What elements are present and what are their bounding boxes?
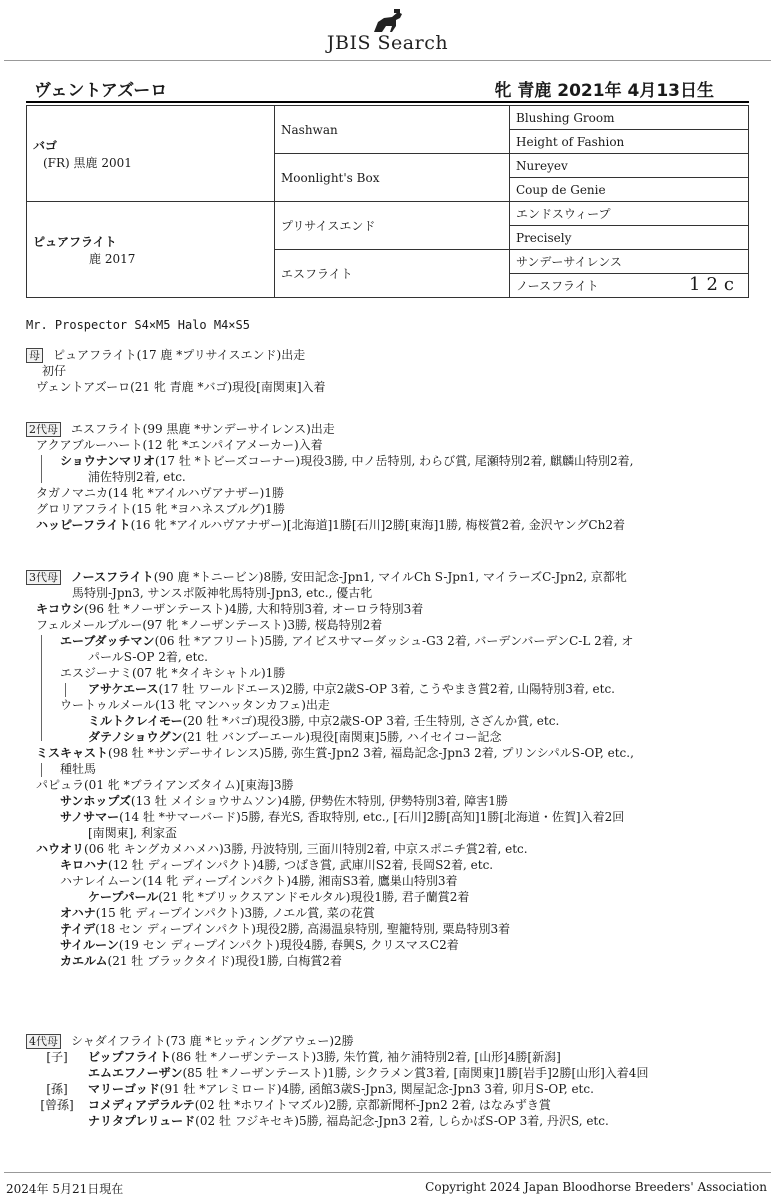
gen3-cell[interactable]: Nureyev bbox=[510, 154, 749, 178]
list-item: パピュラ(01 牝 *ブライアンズタイム)[東海]3勝 bbox=[36, 778, 294, 792]
list-item: ウートゥルメール(13 牝 マンハッタンカフェ)出走 bbox=[60, 698, 330, 712]
horse-link[interactable]: ダテノショウグン bbox=[88, 730, 183, 744]
sire-details: (FR) 黒鹿 2001 bbox=[43, 155, 132, 170]
list-item: エスフライト(99 黒鹿 *サンデーサイレンス)出走 bbox=[71, 422, 335, 436]
list-item: 種牡馬 bbox=[60, 762, 97, 776]
horse-link[interactable]: エーブダッチマン bbox=[60, 634, 155, 648]
horse-link[interactable]: ナリタプレリュード bbox=[88, 1114, 196, 1128]
list-item: (96 牡 *ノーザンテースト)4勝, 大和特別3着, オーロラ特別3着 bbox=[84, 602, 424, 616]
list-item: (17 牡 *トビーズコーナー)現役3勝, 中ノ岳特別, わらび賞, 尾瀬特別2着, 麒麟山特別2着, bbox=[155, 454, 634, 468]
footer-divider bbox=[4, 1172, 771, 1173]
horse-link[interactable]: オハナ bbox=[60, 906, 96, 920]
section-tag: 3代母 bbox=[26, 570, 61, 585]
horse-link[interactable]: コメディアデラルテ bbox=[88, 1098, 195, 1112]
list-item: (90 鹿 *トニービン)8勝, 安田記念-Jpn1, マイルCh S-Jpn1, マイラーズC-Jpn2, 京都牝 bbox=[153, 570, 627, 584]
horse-link[interactable]: ノースフライト bbox=[71, 570, 154, 584]
list-item: (13 牡 メイショウサムソン)4勝, 伊勢佐木特別, 伊勢特別3着, 障害1勝 bbox=[130, 794, 508, 808]
list-item: (91 牡 *アレミロード)4勝, 函館3歳S-Jpn3, 関屋記念-Jpn3 3着, 卯月S-OP, etc. bbox=[159, 1082, 594, 1096]
gen3-cell[interactable]: Blushing Groom bbox=[510, 106, 749, 130]
list-item: (15 牝 ディープインパクト)3勝, ノエル賞, 菜の花賞 bbox=[95, 906, 375, 920]
list-item: [南関東], 利家盃 bbox=[88, 826, 177, 840]
sire-sire-cell[interactable]: Nashwan bbox=[275, 106, 510, 154]
gen4-dam-section bbox=[26, 1033, 756, 1129]
list-item: (85 牡 *ノーザンテースト)1勝, シクラメン賞3着, [南関東]1勝[岩手]2勝[山形]入着4回 bbox=[182, 1066, 649, 1080]
list-item: ヴェントアズーロ(21 牝 青鹿 *バゴ)現役[南関東]入着 bbox=[36, 380, 326, 394]
sire-cell bbox=[27, 106, 275, 202]
sire-dam-cell[interactable]: Moonlight's Box bbox=[275, 154, 510, 202]
horse-name: ヴェントアズーロ bbox=[34, 81, 168, 101]
horse-link[interactable]: キロハナ bbox=[60, 858, 109, 872]
list-item: タガノマニカ(14 牝 *アイルハヴアナザー)1勝 bbox=[36, 486, 284, 500]
gen2-dam-section bbox=[26, 421, 756, 533]
jbis-logo[interactable] bbox=[0, 8, 775, 54]
horse-link[interactable]: ケープパール bbox=[88, 890, 159, 904]
list-item: (21 牡 バンブーエール)現役[南関東]5勝, ハイセイコー記念 bbox=[182, 730, 502, 744]
horse-link[interactable]: キコウシ bbox=[36, 602, 85, 616]
horse-link[interactable]: ハッピーフライト bbox=[36, 518, 131, 532]
list-item: (12 牡 ディープインパクト)4勝, つばき賞, 武庫川S2着, 長岡S2着, etc. bbox=[108, 858, 494, 872]
list-item: (19 セン ディープインパクト)現役4勝, 春興S, クリスマスC2着 bbox=[118, 938, 459, 952]
list-item: (20 牡 *バゴ)現役3勝, 中京2歳S-OP 3着, 壬生特別, さざんか賞, etc. bbox=[182, 714, 560, 728]
as-of-date: 2024年 5月21日現在 bbox=[6, 1182, 124, 1196]
horse-link[interactable]: カエルム bbox=[60, 954, 108, 968]
relation-label: [曾孫] bbox=[40, 1098, 74, 1112]
dam-cell bbox=[27, 202, 275, 298]
list-item: 馬特別-Jpn3, サンスポ阪神牝馬特別-Jpn3, etc., 優古牝 bbox=[72, 586, 373, 600]
header-divider bbox=[4, 60, 771, 61]
list-item: 浦佐特別2着, etc. bbox=[88, 470, 186, 484]
horse-link[interactable]: サノサマー bbox=[60, 810, 120, 824]
list-item: フェルメールブルー(97 牝 *ノーザンテースト)3勝, 桜島特別2着 bbox=[36, 618, 383, 632]
dam-dam-cell[interactable]: エスフライト bbox=[275, 250, 510, 298]
list-item: パールS-OP 2着, etc. bbox=[88, 650, 208, 664]
relation-label: [孫] bbox=[46, 1082, 68, 1096]
relation-label: [子] bbox=[46, 1050, 68, 1064]
gen3-cell-last bbox=[510, 274, 749, 298]
list-item: (17 牡 ワールドエース)2勝, 中京2歳S-OP 3着, こうやまき賞2着, 山陽特別3着, etc. bbox=[158, 682, 615, 696]
horse-link[interactable]: エムエフノーザン bbox=[88, 1066, 183, 1080]
gen3-cell[interactable]: Coup de Genie bbox=[510, 178, 749, 202]
dam-name[interactable]: ピュアフライト bbox=[33, 234, 117, 249]
title-divider bbox=[26, 101, 749, 103]
list-item: (02 牡 *ホワイトマズル)2勝, 京都新聞杯-Jpn2 2着, はなみずき賞 bbox=[194, 1098, 551, 1112]
pedigree-table bbox=[26, 105, 749, 298]
family-number: 12c bbox=[689, 274, 740, 295]
list-item: ハナレイムーン(14 牝 ディープインパクト)4勝, 湘南S3着, 鷹巣山特別3着 bbox=[60, 874, 458, 888]
lineage-bar bbox=[41, 763, 42, 777]
gen3-cell[interactable]: サンデーサイレンス bbox=[510, 250, 749, 274]
list-item: グロリアフライト(15 牝 *ヨハネスブルグ)1勝 bbox=[36, 502, 285, 516]
horse-logo-icon bbox=[366, 8, 410, 34]
horse-link[interactable]: ビップフライト bbox=[88, 1050, 172, 1064]
list-item: ピュアフライト(17 鹿 *プリサイスエンド)出走 bbox=[53, 348, 306, 362]
gen3-name[interactable]: ノースフライト bbox=[516, 279, 599, 293]
section-tag: 4代母 bbox=[26, 1034, 61, 1049]
list-item: 初仔 bbox=[42, 364, 67, 378]
list-item: (06 牡 *アフリート)5勝, アイビスサマーダッシュ-G3 2着, バーデンバーデンC-L 2着, オ bbox=[154, 634, 634, 648]
horse-link[interactable]: マリーゴッド bbox=[88, 1082, 160, 1096]
inbreeding-info: Mr. Prospector S4×M5 Halo M4×S5 bbox=[26, 318, 250, 332]
horse-link[interactable]: サンホップズ bbox=[60, 794, 131, 808]
sire-name[interactable]: バゴ bbox=[33, 138, 58, 153]
horse-link[interactable]: サイルーン bbox=[60, 938, 119, 952]
list-item: (21 牝 *ブリックスアンドモルタル)現役1勝, 君子蘭賞2着 bbox=[158, 890, 470, 904]
section-tag: 母 bbox=[26, 348, 43, 363]
list-item: (21 牡 ブラックタイド)現役1勝, 白梅賞2着 bbox=[107, 954, 342, 968]
list-item: シャダイフライト(73 鹿 *ヒッティングアウェー)2勝 bbox=[71, 1034, 354, 1048]
horse-link[interactable]: ショウナンマリオ bbox=[60, 454, 156, 468]
horse-link[interactable]: アサケエース bbox=[88, 682, 159, 696]
list-item: (98 牡 *サンデーサイレンス)5勝, 弥生賞-Jpn2 3着, 福島記念-Jpn3 2着, プリンシパルS-OP, etc., bbox=[108, 746, 634, 760]
list-item: (86 牡 *ノーザンテースト)3勝, 朱竹賞, 袖ケ浦特別2着, [山形]4勝[新潟] bbox=[171, 1050, 561, 1064]
dam-section bbox=[26, 347, 756, 395]
list-item: (06 牝 キングカメハメハ)3勝, 丹波特別, 三面川特別2着, 中京スポニチ賞2着, etc. bbox=[84, 842, 528, 856]
list-item: (02 牡 フジキセキ)5勝, 福島記念-Jpn3 2着, しらかばS-OP 3着, 丹沢S, etc. bbox=[195, 1114, 609, 1128]
list-item: エスジーナミ(07 牝 *タイキシャトル)1勝 bbox=[60, 666, 286, 680]
horse-link[interactable]: テイデ bbox=[60, 922, 96, 936]
gen3-cell[interactable]: Height of Fashion bbox=[510, 130, 749, 154]
dam-sire-cell[interactable]: プリサイスエンド bbox=[275, 202, 510, 250]
list-item: アクアブルーハート(12 牝 *エンパイアメーカー)入着 bbox=[36, 438, 323, 452]
horse-link[interactable]: ミルトクレイモー bbox=[88, 714, 183, 728]
dam-details: 鹿 2017 bbox=[89, 251, 136, 266]
section-tag: 2代母 bbox=[26, 422, 61, 437]
list-item: (18 セン ディープインパクト)現役2勝, 高湯温泉特別, 聖籠特別, 粟島特別3着 bbox=[95, 922, 511, 936]
gen3-cell[interactable]: エンドスウィープ bbox=[510, 202, 749, 226]
list-item: (14 牡 *サマーバード)5勝, 春光S, 香取特別, etc., [石川]2勝[高知]1勝[北海道・佐賀]入着2回 bbox=[119, 810, 625, 824]
title-row bbox=[34, 76, 734, 102]
list-item: (16 牝 *アイルハヴアナザー)[北海道]1勝[石川]2勝[東海]1勝, 梅桜賞2着, 金沢ヤングCh2着 bbox=[130, 518, 625, 532]
horse-link[interactable]: ミスキャスト bbox=[36, 746, 109, 760]
copyright: Copyright 2024 Japan Bloodhorse Breeders' Association bbox=[425, 1180, 767, 1194]
horse-info: 牝 青鹿 2021年 4月13日生 bbox=[494, 81, 714, 101]
gen3-cell[interactable]: Precisely bbox=[510, 226, 749, 250]
gen3-dam-section bbox=[26, 569, 756, 969]
horse-link[interactable]: ハウオリ bbox=[36, 842, 85, 856]
logo-text: JBIS Search bbox=[326, 32, 449, 54]
